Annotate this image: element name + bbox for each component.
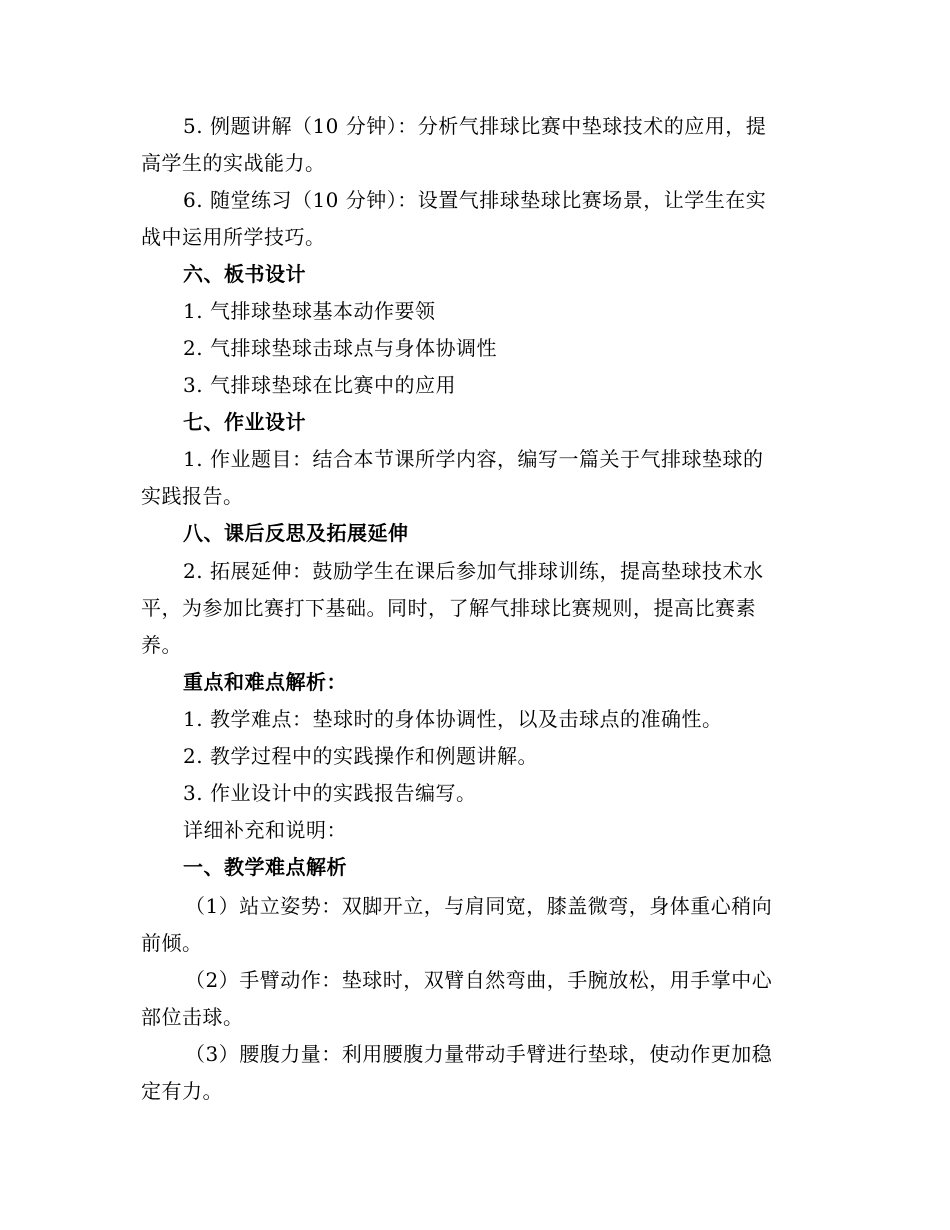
paragraph-line: 详细补充和说明：: [183, 818, 347, 842]
section-heading: 六、板书设计: [183, 262, 306, 286]
paragraph-line: 平，为参加比赛打下基础。同时，了解气排球比赛规则，提高比赛素: [141, 596, 756, 620]
paragraph-line: 5. 例题讲解（10 分钟）：分析气排球比赛中垫球技术的应用，提: [183, 114, 767, 138]
paragraph-line: 养。: [141, 633, 182, 657]
paragraph-line: 6. 随堂练习（10 分钟）：设置气排球垫球比赛场景，让学生在实: [183, 188, 767, 212]
paragraph-line: 部位击球。: [141, 1005, 244, 1029]
list-item: 2. 教学过程中的实践操作和例题讲解。: [183, 744, 538, 768]
paragraph-line: （2）手臂动作：垫球时，双臂自然弯曲，手腕放松，用手掌中心: [185, 968, 773, 992]
paragraph-line: 前倾。: [141, 931, 203, 955]
list-item: 3. 气排球垫球在比赛中的应用: [183, 373, 456, 397]
list-item: 1. 教学难点：垫球时的身体协调性，以及击球点的准确性。: [183, 707, 723, 731]
paragraph-line: 实践报告。: [141, 484, 244, 508]
section-heading: 七、作业设计: [183, 410, 306, 434]
section-heading: 重点和难点解析：: [183, 670, 347, 694]
paragraph-line: 2. 拓展延伸：鼓励学生在课后参加气排球训练，提高垫球技术水: [183, 559, 764, 583]
paragraph-line: 1. 作业题目：结合本节课所学内容，编写一篇关于气排球垫球的: [183, 447, 764, 471]
list-item: 3. 作业设计中的实践报告编写。: [183, 781, 477, 805]
list-item: 1. 气排球垫球基本动作要领: [183, 299, 436, 323]
paragraph-line: 高学生的实战能力。: [141, 151, 326, 175]
paragraph-line: （1）站立姿势：双脚开立，与肩同宽，膝盖微弯，身体重心稍向: [185, 894, 773, 918]
section-heading: 八、课后反思及拓展延伸: [183, 521, 409, 545]
list-item: 2. 气排球垫球击球点与身体协调性: [183, 336, 497, 360]
paragraph-line: （3）腰腹力量：利用腰腹力量带动手臂进行垫球，使动作更加稳: [185, 1042, 773, 1066]
paragraph-line: 战中运用所学技巧。: [141, 225, 326, 249]
paragraph-line: 定有力。: [141, 1079, 223, 1103]
section-heading: 一、教学难点解析: [183, 855, 347, 879]
